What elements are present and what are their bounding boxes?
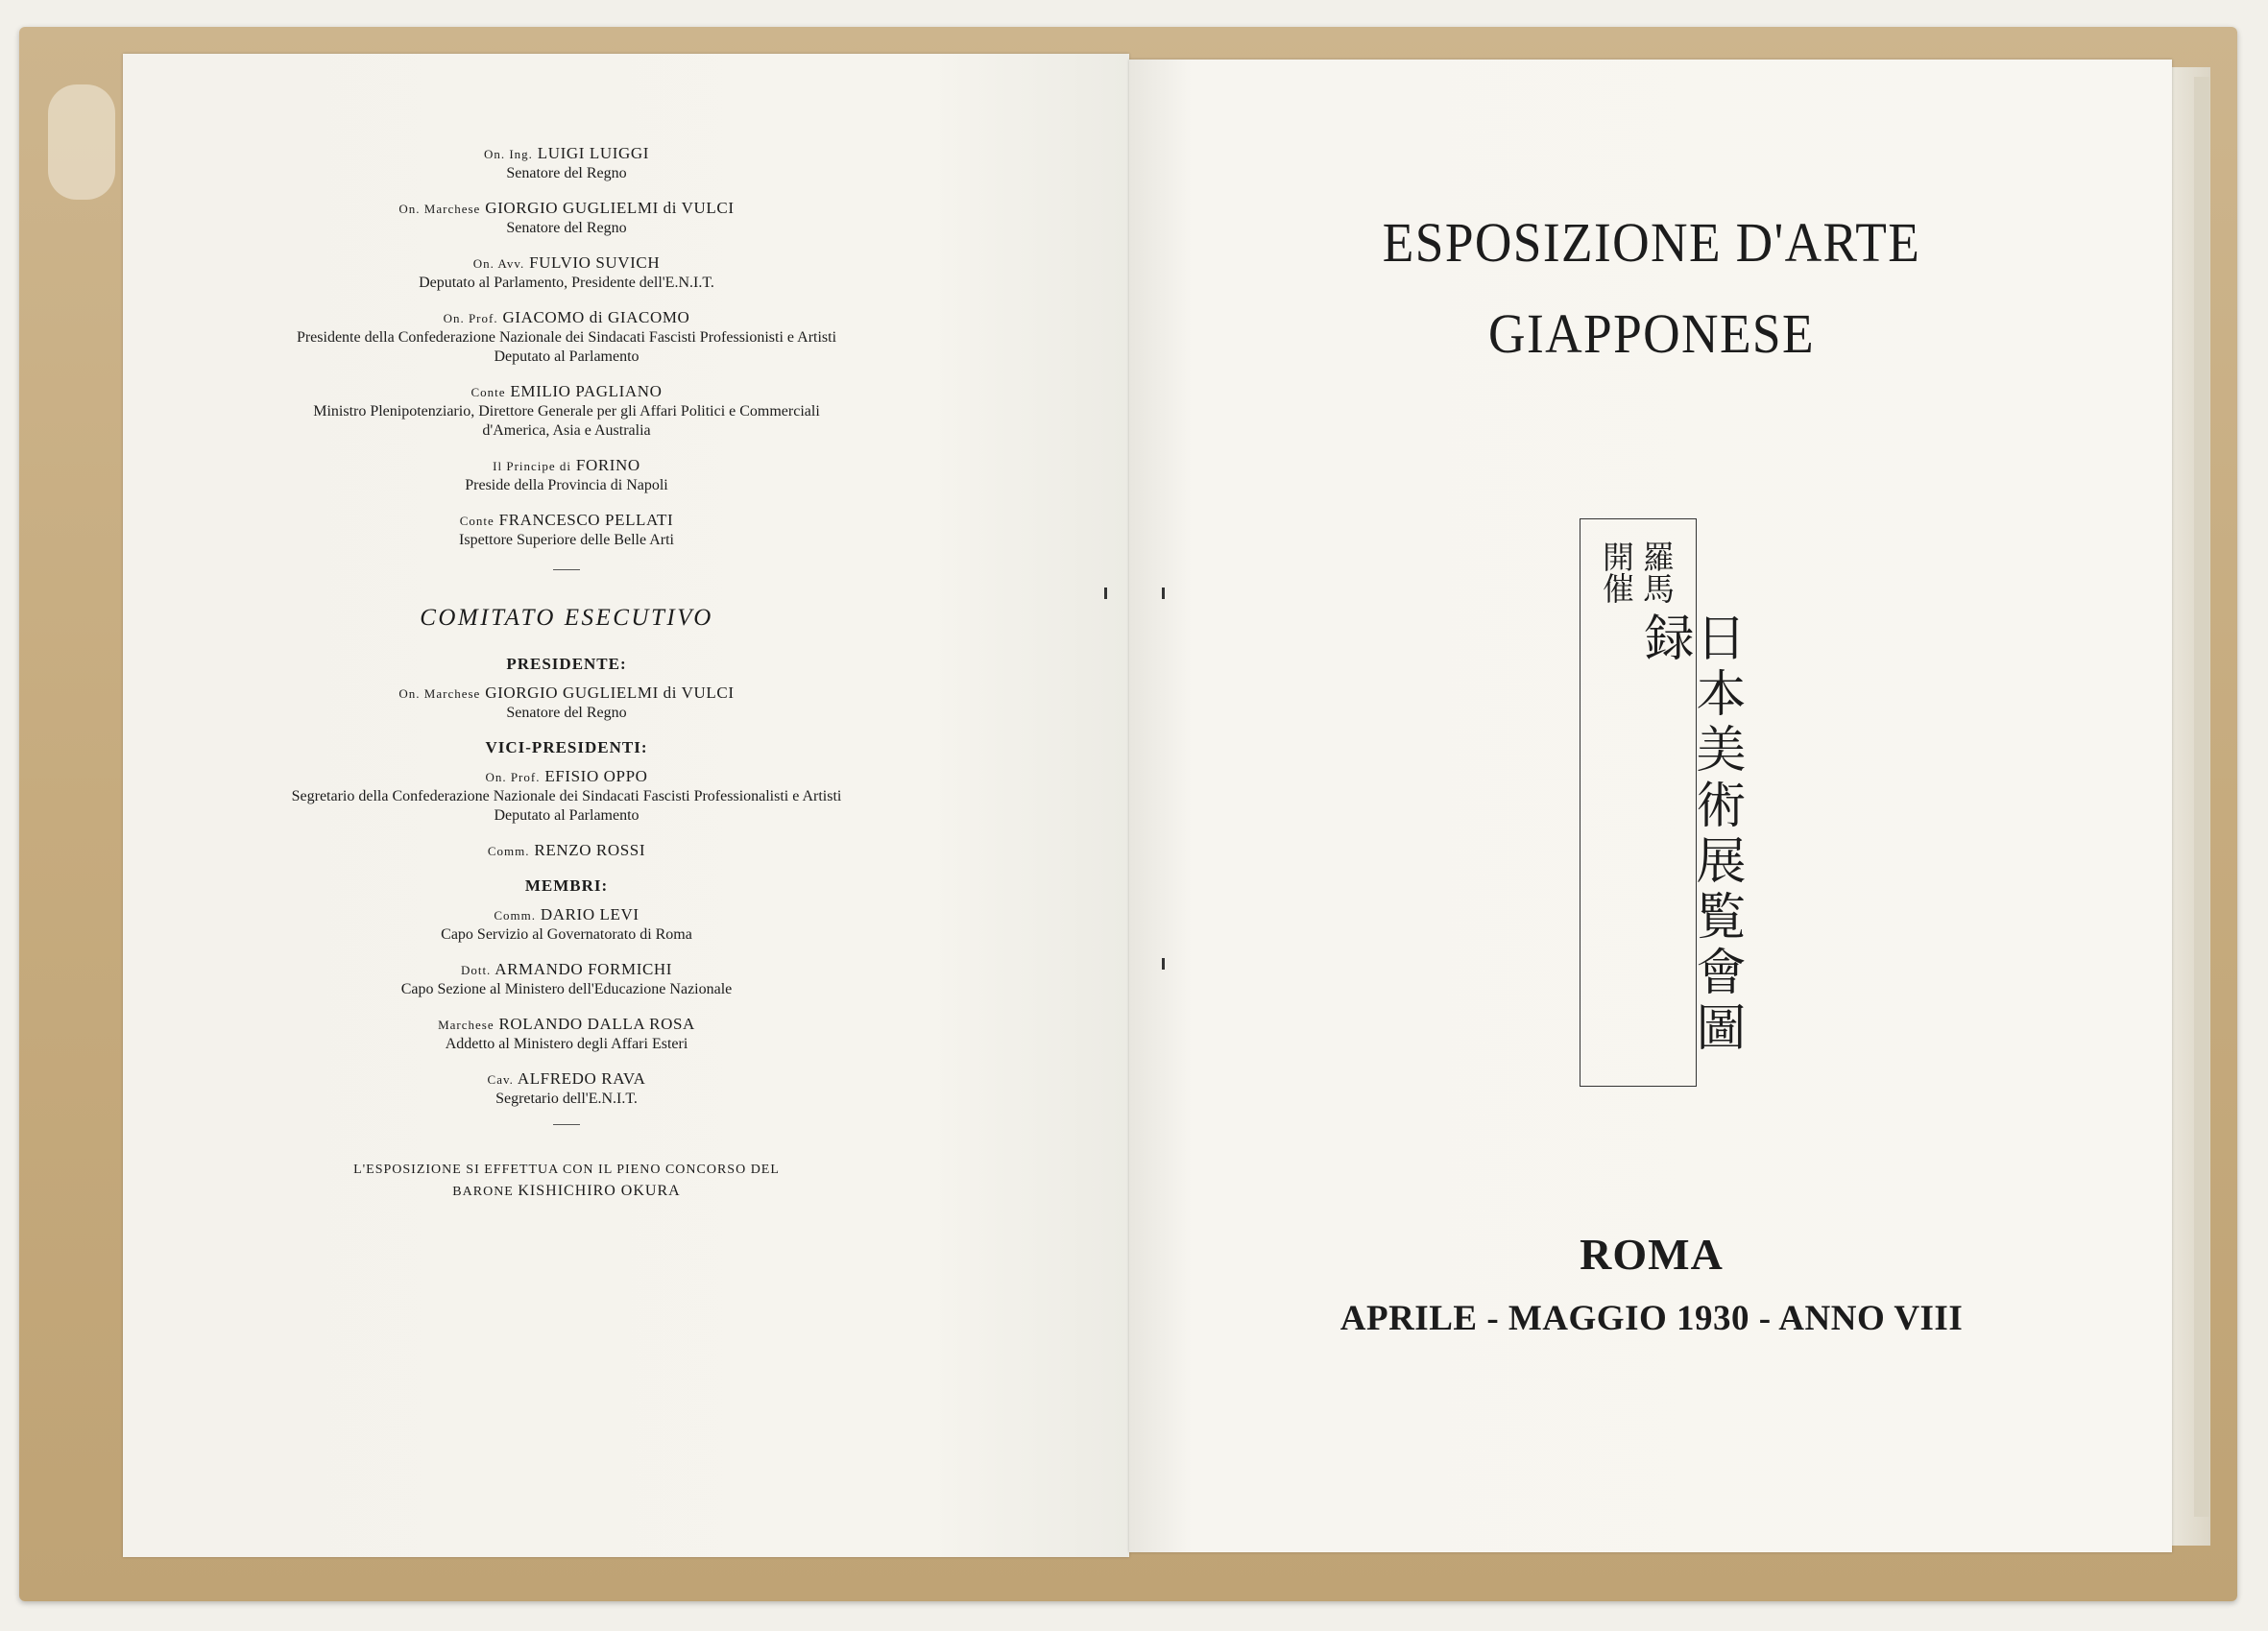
sponsor-title: BARONE	[452, 1185, 514, 1199]
member-name: ROLANDO DALLA ROSA	[498, 1015, 695, 1033]
member-title: On. Prof.	[443, 311, 498, 325]
committee-entry	[144, 308, 989, 367]
divider	[553, 1124, 580, 1125]
member-name: ARMANDO FORMICHI	[495, 960, 673, 978]
member-name: EFISIO OPPO	[544, 767, 648, 785]
sponsor-note-line1: L'ESPOSIZIONE SI EFFETTUA CON IL PIENO CONCORSO DEL	[353, 1163, 780, 1177]
member-role: Deputato al Parlamento, Presidente dell'E.N.I.T.	[419, 275, 714, 291]
committee-entry	[144, 144, 989, 183]
committee-entry	[144, 456, 989, 495]
member-role: Senatore del Regno	[506, 705, 627, 721]
member-name: DARIO LEVI	[540, 905, 639, 923]
committee-list	[144, 144, 989, 1203]
member-title: On. Ing.	[483, 147, 533, 161]
member-name-line	[144, 1015, 989, 1035]
member-name-line	[144, 253, 989, 274]
committee-entry	[144, 767, 989, 826]
member-role: Segretario della Confederazione Nazionale dei Sindacati Fascisti Professionalisti e Artisti	[291, 788, 842, 804]
exhibition-dates: APRILE - MAGGIO 1930 - ANNO VIII	[1339, 1299, 1964, 1338]
committee-entry	[144, 960, 989, 999]
member-name: EMILIO PAGLIANO	[510, 382, 663, 400]
member-role: Senatore del Regno	[506, 165, 627, 181]
member-name-line	[144, 308, 989, 328]
comitato-heading: COMITATO ESECUTIVO	[420, 605, 713, 631]
member-title: Conte	[470, 385, 506, 399]
member-name: FORINO	[575, 456, 640, 474]
presidente-entry	[144, 684, 989, 723]
member-role: Addetto al Ministero degli Affari Esteri	[445, 1036, 688, 1052]
member-title: On. Avv.	[472, 256, 525, 271]
title-line-1: ESPOSIZIONE D'ARTE	[1382, 211, 1921, 274]
print-mark	[1162, 588, 1165, 599]
member-title: Marchese	[438, 1018, 495, 1032]
membri-label: MEMBRI:	[524, 876, 609, 895]
sponsor-note	[144, 1160, 989, 1203]
member-title: On. Marchese	[398, 202, 481, 216]
member-name: RENZO ROSSI	[534, 841, 646, 859]
member-name-line	[144, 841, 989, 861]
member-title: On. Marchese	[398, 686, 481, 701]
committee-entry	[144, 511, 989, 550]
title-line-2: GIAPPONESE	[1488, 302, 1815, 365]
member-name-line	[144, 144, 989, 164]
member-role: Deputato al Parlamento	[494, 807, 639, 824]
jp-roma: 羅馬	[1638, 540, 1676, 604]
member-name-line	[144, 456, 989, 476]
presidente-label: PRESIDENTE:	[506, 655, 627, 673]
city: ROMA	[1580, 1230, 1724, 1279]
member-title: Comm.	[487, 844, 530, 858]
member-name-line	[144, 767, 989, 787]
committee-entry	[144, 1015, 989, 1054]
member-title: On. Prof.	[485, 770, 541, 784]
member-name: ALFREDO RAVA	[517, 1069, 646, 1088]
print-mark	[1162, 958, 1165, 970]
honorary-committee	[144, 144, 989, 550]
jp-main-title: 日本美術展覧會圖録	[1635, 612, 1745, 1057]
member-name: FRANCESCO PELLATI	[498, 511, 674, 529]
member-role: Presidente della Confederazione Nazionale dei Sindacati Fascisti Professionisti e Artisti	[296, 329, 837, 346]
committee-entry	[144, 382, 989, 441]
japanese-title-box	[1580, 518, 1745, 1087]
member-name-line	[144, 382, 989, 402]
member-title: Cav.	[487, 1072, 514, 1087]
board-stain	[48, 84, 115, 200]
committee-entry	[144, 199, 989, 238]
member-name: LUIGI LUIGGI	[537, 144, 650, 162]
member-role: Capo Sezione al Ministero dell'Educazione Nazionale	[400, 981, 733, 997]
page-stack-edge-inner	[2194, 77, 2209, 1517]
member-name-line	[144, 1069, 989, 1090]
exhibition-title	[1248, 197, 2055, 379]
vici-label: VICI-PRESIDENTI:	[485, 738, 648, 756]
print-mark	[1104, 588, 1107, 599]
committee-entry	[144, 841, 989, 861]
member-role: Deputato al Parlamento	[494, 348, 639, 365]
membri-list	[144, 905, 989, 1109]
member-title: Il Principe di	[493, 459, 572, 473]
member-name-line	[144, 905, 989, 925]
member-role: Ministro Plenipotenziario, Direttore Generale per gli Affari Politici e Commerciali	[313, 403, 820, 420]
divider	[553, 569, 580, 570]
member-name: GIACOMO di GIACOMO	[502, 308, 690, 326]
committee-entry	[144, 253, 989, 293]
vici-presidenti	[144, 767, 989, 861]
member-role: Senatore del Regno	[506, 220, 627, 236]
member-title: Conte	[459, 514, 495, 528]
member-title: Dott.	[460, 963, 492, 977]
member-name-line	[144, 511, 989, 531]
committee-entry	[144, 1069, 989, 1109]
sponsor-note-line2	[144, 1181, 989, 1203]
member-name: FULVIO SUVICH	[529, 253, 661, 272]
jp-kaisai: 開催	[1598, 540, 1635, 604]
member-name-line	[144, 684, 989, 704]
member-role: d'America, Asia e Australia	[482, 422, 651, 439]
member-role: Ispettore Superiore delle Belle Arti	[459, 532, 674, 548]
member-role: Segretario dell'E.N.I.T.	[495, 1091, 638, 1107]
member-name: GIORGIO GUGLIELMI di VULCI	[485, 684, 735, 702]
committee-entry	[144, 905, 989, 945]
member-name: GIORGIO GUGLIELMI di VULCI	[485, 199, 735, 217]
committee-entry	[144, 684, 989, 723]
member-role: Preside della Provincia di Napoli	[465, 477, 668, 493]
member-title: Comm.	[494, 908, 536, 923]
member-name-line	[144, 960, 989, 980]
member-name-line	[144, 199, 989, 219]
sponsor-name: KISHICHIRO OKURA	[518, 1183, 681, 1199]
member-role: Capo Servizio al Governatorato di Roma	[441, 926, 692, 943]
